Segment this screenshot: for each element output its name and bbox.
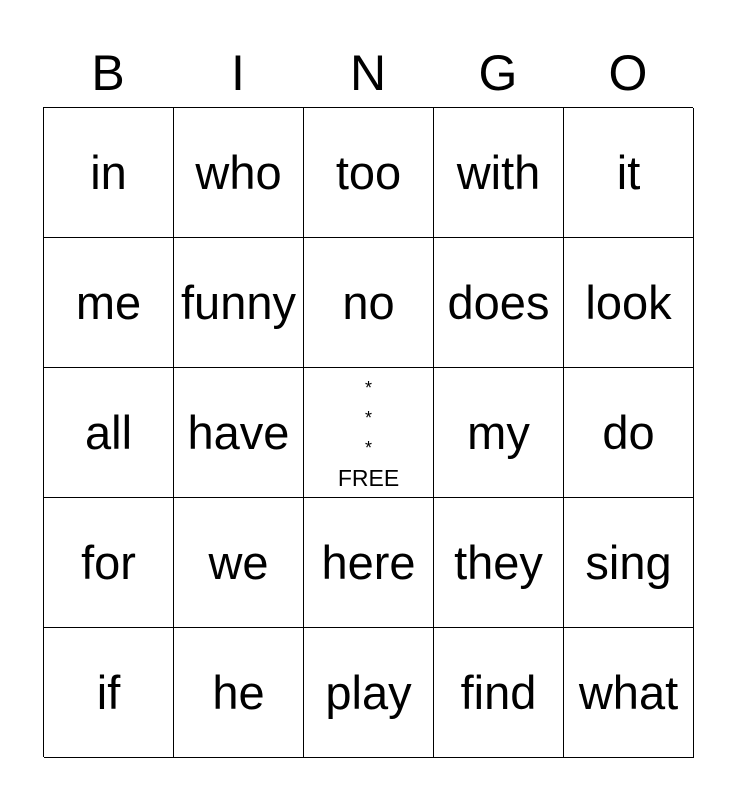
bingo-cell — [434, 498, 564, 628]
bingo-cell — [564, 108, 694, 238]
header-letter-g: G — [478, 45, 518, 101]
bingo-cell-word: no — [342, 276, 395, 329]
free-star: * — [364, 437, 372, 458]
bingo-cell — [174, 368, 304, 498]
bingo-cell — [44, 368, 174, 498]
bingo-cell-word: we — [208, 536, 269, 589]
bingo-cell — [174, 108, 304, 238]
bingo-cell-word: for — [81, 536, 136, 589]
bingo-cell-word: look — [585, 276, 672, 329]
bingo-cell-word: me — [75, 276, 142, 329]
bingo-cell-word: who — [195, 146, 282, 199]
bingo-cell — [304, 108, 434, 238]
bingo-cell-word: here — [321, 536, 416, 589]
bingo-cell — [174, 498, 304, 628]
bingo-cell-word: they — [454, 536, 543, 589]
bingo-cell-word: too — [335, 146, 402, 199]
free-space-label: FREE — [337, 464, 400, 491]
bingo-cell-word: find — [460, 666, 537, 719]
bingo-cell-word: in — [90, 146, 127, 199]
bingo-cell — [434, 238, 564, 368]
bingo-cell — [564, 628, 694, 758]
bingo-cell — [44, 628, 174, 758]
bingo-cell-word: what — [578, 666, 679, 719]
bingo-cell — [44, 108, 174, 238]
bingo-cell — [564, 368, 694, 498]
bingo-cell-word: with — [456, 146, 541, 199]
header-letter-i: I — [231, 45, 245, 101]
bingo-cell — [434, 108, 564, 238]
bingo-cell — [304, 238, 434, 368]
bingo-header — [43, 42, 693, 104]
bingo-cell-word: my — [467, 406, 530, 459]
bingo-cell — [44, 498, 174, 628]
bingo-cell-word: all — [84, 406, 133, 459]
bingo-cell-word: play — [325, 666, 412, 719]
header-letter-n: N — [349, 45, 387, 101]
bingo-cell-word: it — [616, 146, 641, 199]
bingo-cell — [564, 238, 694, 368]
bingo-cell-word: funny — [181, 276, 296, 329]
bingo-cell — [434, 628, 564, 758]
bingo-cell — [174, 628, 304, 758]
bingo-cell-word: have — [187, 406, 290, 459]
bingo-board — [43, 107, 693, 757]
bingo-cell-word: does — [447, 276, 550, 329]
free-star: * — [364, 407, 372, 428]
bingo-cell — [174, 238, 304, 368]
free-space-cell — [304, 368, 434, 498]
bingo-cell — [434, 368, 564, 498]
bingo-cell — [44, 238, 174, 368]
header-letter-b: B — [91, 45, 125, 101]
bingo-cell — [304, 628, 434, 758]
bingo-cell-word: he — [212, 666, 265, 719]
bingo-cell-word: do — [602, 406, 655, 459]
bingo-cell — [564, 498, 694, 628]
bingo-cell-word: sing — [585, 536, 672, 589]
header-letter-o: O — [608, 45, 648, 101]
bingo-cell-word: if — [96, 666, 121, 719]
free-star: * — [364, 377, 372, 398]
bingo-cell — [304, 498, 434, 628]
